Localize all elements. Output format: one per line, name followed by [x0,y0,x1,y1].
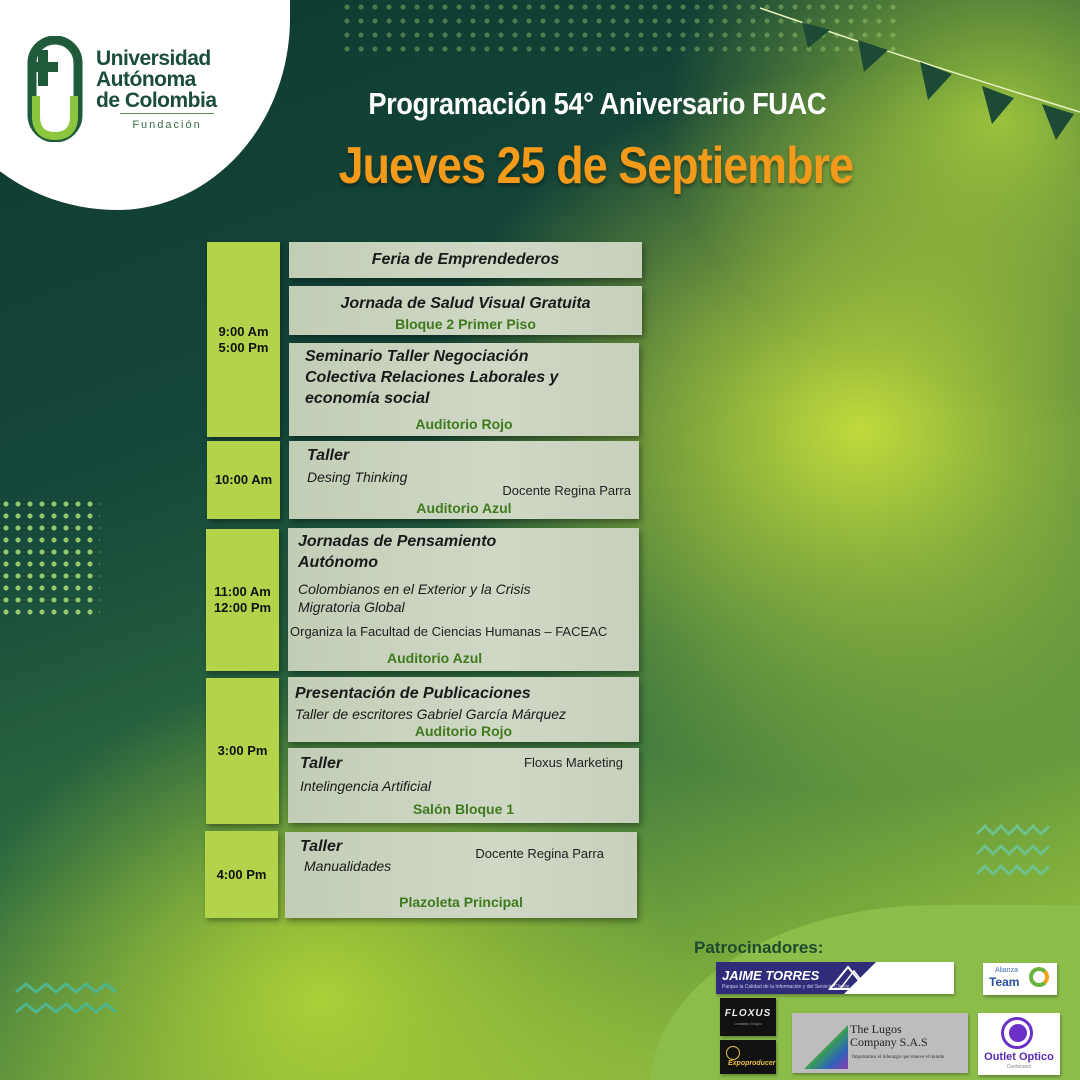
event-subtitle: Intelingencia Artificial [300,778,431,794]
event-title: Jornada de Salud Visual Gratuita [340,295,591,312]
sponsor-tagline: Levantio Grupo [734,1021,762,1026]
event-location: Plazoleta Principal [399,894,523,910]
bunting-flags [760,0,1080,150]
sponsor-outlet-optico-logo [978,1013,1060,1075]
sponsor-floxus-logo [720,998,776,1036]
event-note: Docente Regina Parra [502,483,631,498]
time-slot-9am [207,242,280,437]
sponsor-expoproducer-logo [720,1040,776,1074]
event-card-manualidades [285,832,637,918]
sponsor-name: FLOXUS [724,1008,772,1019]
dot-pattern-left [0,498,100,618]
event-location: Auditorio Azul [387,650,483,666]
event-title: Presentación de Publicaciones [295,685,531,702]
event-subtitle: Taller de escritores Gabriel García Márquez [295,706,567,722]
event-card-salud-visual [289,286,642,335]
event-location: Auditorio Rojo [415,416,513,432]
event-card-pensamiento-autonomo [288,528,639,671]
event-card-design-thinking [289,441,639,519]
time-label: 4:00 Pm [216,866,267,882]
sponsors-label: Patrocinadores: [694,938,824,957]
sponsor-name: JAIME TORRES [722,968,820,983]
rainbow-triangle-icon [804,1025,848,1069]
event-location: Bloque 2 Primer Piso [395,316,536,332]
event-location: Auditorio Azul [416,500,512,516]
time-label: 9:00 Am 5:00 Pm [218,323,269,355]
sponsor-jaime-torres-logo [716,962,954,994]
page-title: Programación 54° Aniversario FUAC [368,86,827,121]
zigzag-decoration-right [975,822,1055,882]
logo-line-3: de Colombia [96,89,217,112]
event-note: Floxus Marketing [524,755,623,770]
event-title: Jornadas de Pensamiento Autónomo [298,533,497,571]
sponsor-alianza-team-logo [983,963,1057,995]
triangle-icon [828,965,872,991]
logo-line-4: Fundación [120,113,214,136]
event-title: Taller [307,447,350,464]
sponsor-tagline: Impulsamos el liderazgo que mueve el mundo [852,1055,945,1060]
event-date: Jueves 25 de Septiembre [338,137,854,195]
sponsor-tagline: Parque la Calidad de la Información y del Servicio Cliente [722,984,850,990]
time-slot-10am [207,441,280,519]
event-title: Taller [300,838,343,855]
logo-line-1: Universidad [96,47,211,70]
event-card-inteligencia-artificial [288,748,639,823]
event-subtitle: Desing Thinking [307,469,408,485]
time-slot-3pm [206,678,279,824]
time-label: 10:00 Am [214,472,273,487]
circle-e-icon [726,1046,740,1060]
event-card-feria [289,242,642,278]
event-note: Docente Regina Parra [475,846,604,861]
sponsor-lugos-company-logo [792,1013,968,1073]
event-title: Taller [300,755,343,772]
logo-line-2: Autónoma [96,68,196,91]
time-label: 11:00 Am 12:00 Pm [213,584,272,615]
sponsor-name: Team [989,975,1020,989]
sponsor-tagline: Centenario [1006,1064,1032,1070]
event-subtitle: Colombianos en el Exterior y la Crisis Migratoria Global [298,581,531,615]
event-location: Salón Bloque 1 [412,801,515,817]
event-location: Auditorio Rojo [414,723,513,739]
sponsor-top-text: Alianza [995,967,1018,974]
event-card-seminario [289,343,639,436]
time-slot-4pm [205,831,278,918]
event-note: Organiza la Facultad de Ciencias Humanas – FACEAC [290,624,608,639]
ring-icon [1029,967,1049,987]
time-slot-11am [206,529,279,671]
event-subtitle: Manualidades [304,858,392,874]
event-title: Feria de Emprendederos [371,251,560,268]
zigzag-decoration-left [14,982,124,1018]
eye-pupil-icon [1009,1024,1027,1042]
time-label: 3:00 Pm [217,743,268,758]
sponsor-name: Outlet Optico [984,1051,1054,1063]
sponsor-name: The Lugos Company S.A.S [850,1022,928,1049]
event-card-publicaciones [288,677,639,742]
event-title: Seminario Taller Negociación Colectiva Relaciones Laborales y economía social [305,348,559,407]
sponsor-name: Expoproducer [728,1060,776,1067]
